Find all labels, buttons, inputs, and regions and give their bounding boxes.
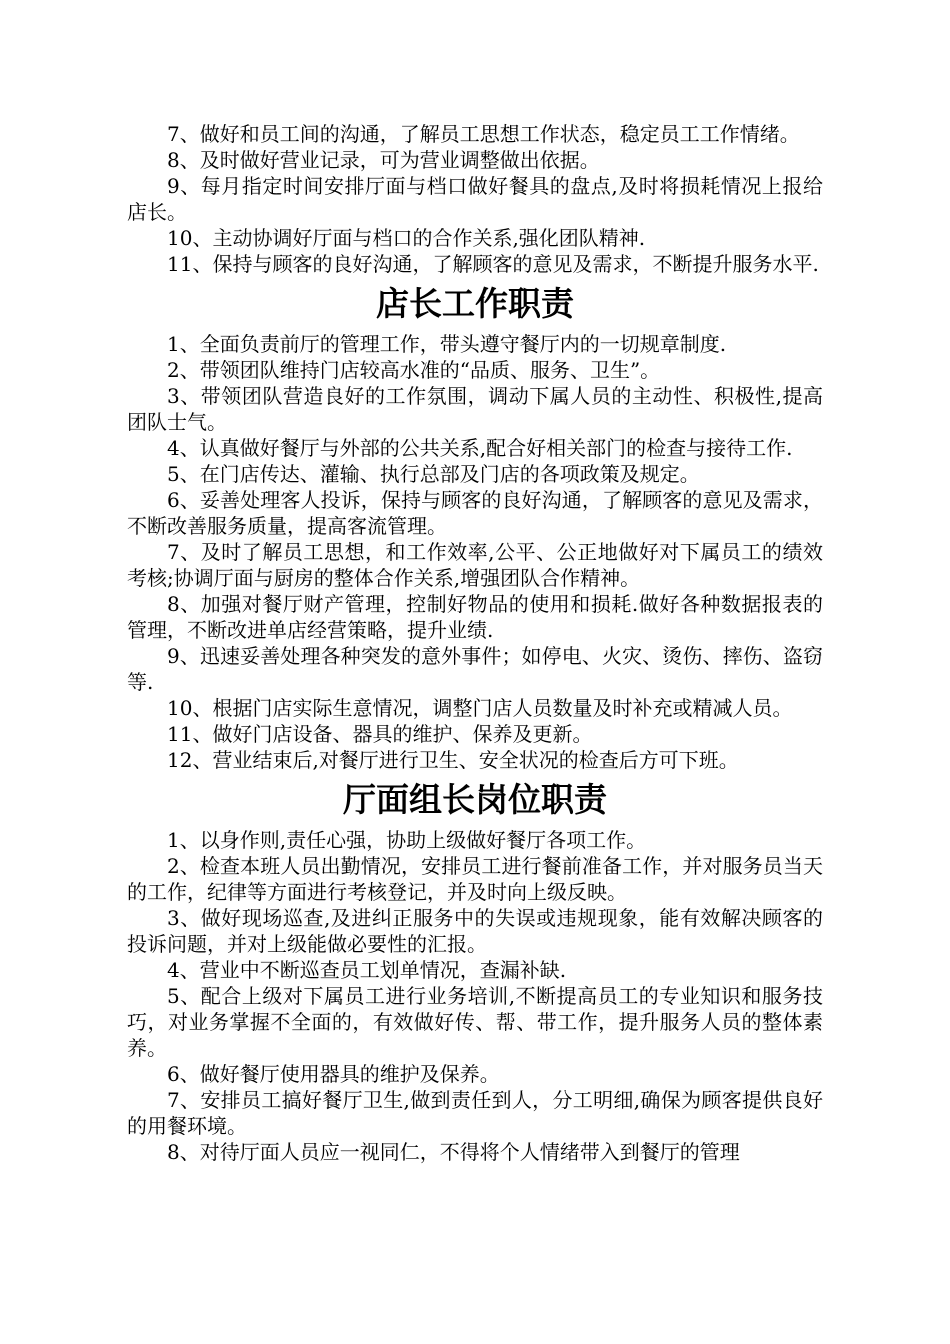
list-item: 5、配合上级对下属员工进行业务培训,不断提高员工的专业知识和服务技巧，对业务掌握不全面的，有效做好传、帮、带工作，提升服务人员的整体素养。 [127,984,823,1060]
section-title-store-manager: 店长工作职责 [376,284,574,323]
list-item: 7、安排员工搞好餐厅卫生,做到责任到人，分工明细,确保为顾客提供良好的用餐环境。 [127,1088,823,1138]
list-item: 1、全面负责前厅的管理工作，带头遵守餐厅内的一切规章制度. [167,332,727,356]
list-item: 10、主动协调好厅面与档口的合作关系,强化团队精神. [167,226,646,250]
list-item: 11、做好门店设备、器具的维护、保养及更新。 [167,722,593,746]
intro-section [127,121,823,277]
list-item: 4、营业中不断巡查员工划单情况，查漏补缺. [167,958,567,982]
list-item: 4、认真做好餐厅与外部的公共关系,配合好相关部门的检查与接待工作. [167,436,793,460]
list-item: 12、营业结束后,对餐厅进行卫生、安全状况的检查后方可下班。 [167,748,739,772]
list-item: 2、检查本班人员出勤情况，安排员工进行餐前准备工作，并对服务员当天的工作，纪律等方面进行考核登记，并及时向上级反映。 [127,854,823,904]
list-item: 2、带领团队维持门店较高水准的“品质、服务、卫生”。 [167,358,661,382]
list-item: 8、加强对餐厅财产管理，控制好物品的使用和损耗.做好各种数据报表的管理，不断改进单店经营策略，提升业绩. [127,592,823,642]
list-item: 9、每月指定时间安排厅面与档口做好餐具的盘点,及时将损耗情况上报给店长。 [127,174,823,224]
list-item: 3、做好现场巡查,及进纠正服务中的失误或违规现象，能有效解决顾客的投诉问题，并对上级能做必要性的汇报。 [127,906,823,956]
list-item: 10、根据门店实际生意情况，调整门店人员数量及时补充或精减人员。 [167,696,793,720]
document-page [127,121,823,1165]
store-manager-section [127,277,823,773]
list-item: 8、对待厅面人员应一视同仁，不得将个人情绪带入到餐厅的管理 [167,1140,740,1164]
list-item: 6、做好餐厅使用器具的维护及保养。 [167,1062,500,1086]
section-title-floor-supervisor: 厅面组长岗位职责 [343,780,607,819]
list-item: 6、妥善处理客人投诉，保持与顾客的良好沟通，了解顾客的意见及需求，不断改善服务质量，提高客流管理。 [127,488,823,538]
list-item: 7、及时了解员工思想，和工作效率,公平、公正地做好对下属员工的绩效考核;协调厅面与厨房的整体合作关系,增强团队合作精神。 [127,540,823,590]
list-item: 5、在门店传达、灌输、执行总部及门店的各项政策及规定。 [167,462,700,486]
floor-supervisor-section [127,773,823,1165]
list-item: 3、带领团队营造良好的工作氛围，调动下属人员的主动性、积极性,提高团队士气。 [127,384,823,434]
list-item: 9、迅速妥善处理各种突发的意外事件；如停电、火灾、烫伤、摔伤、盗窃等. [127,644,823,694]
list-item: 8、及时做好营业记录，可为营业调整做出依据。 [167,148,600,172]
list-item: 1、以身作则,责任心强，协助上级做好餐厅各项工作。 [167,828,647,852]
list-item: 11、保持与顾客的良好沟通，了解顾客的意见及需求，不断提升服务水平. [167,252,819,276]
list-item: 7、做好和员工间的沟通，了解员工思想工作状态，稳定员工工作情绪。 [167,122,800,146]
